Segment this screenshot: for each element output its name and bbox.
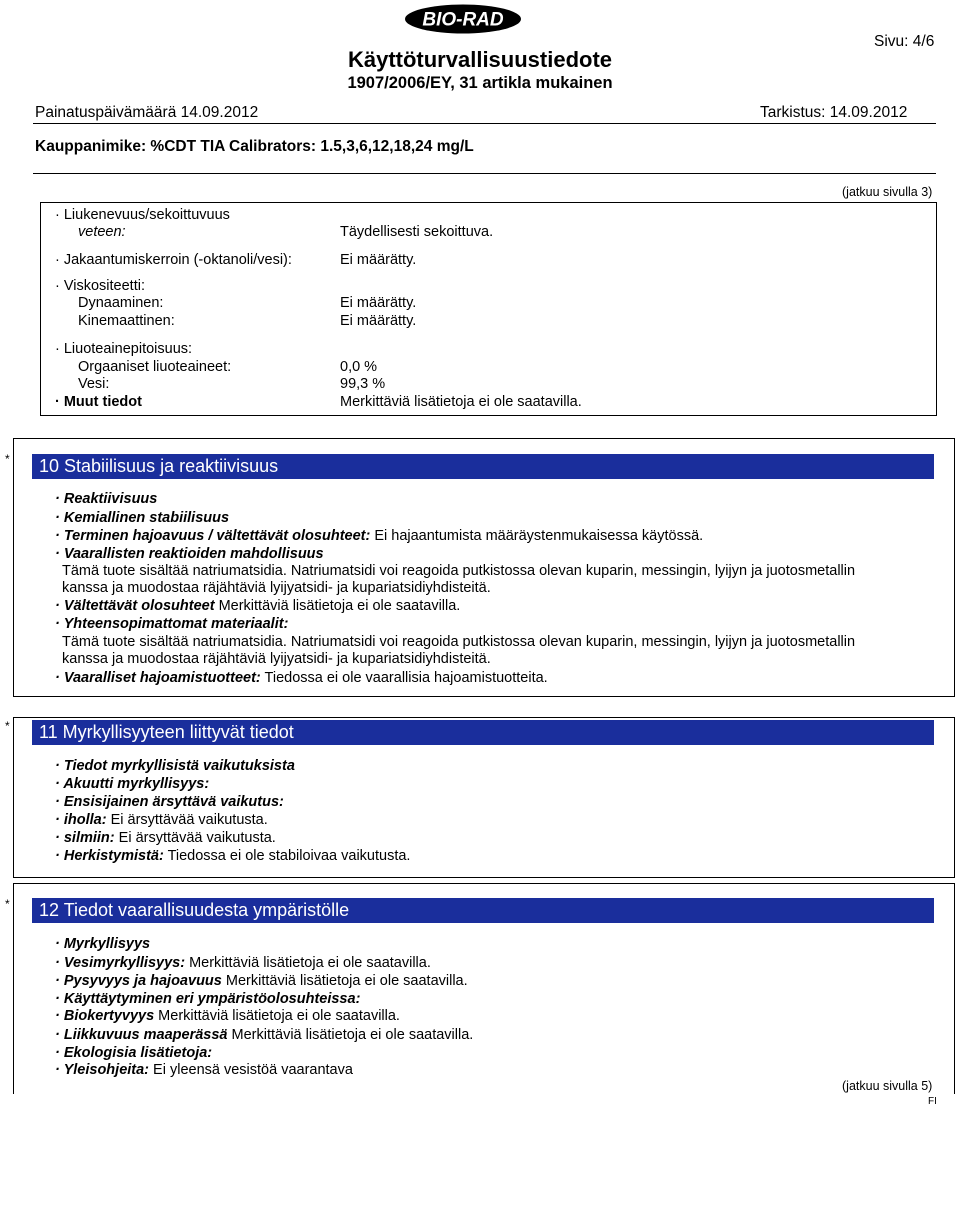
- persistence-line: [55, 973, 468, 989]
- kinematic-value: Ei määrätty.: [340, 313, 417, 329]
- decomposition-products-line: [55, 670, 548, 686]
- behaviour-label: · Käyttäytyminen eri ympäristöolosuhteissa:: [55, 991, 361, 1007]
- section-12-title: [32, 898, 934, 923]
- stability-label: · Kemiallinen stabiilisuus: [55, 510, 230, 526]
- hazardous-reactions-line-2: kanssa ja muodostaa räjähtäviä lyijyatsidi- ja kupariatsidiyhdisteitä.: [62, 580, 491, 596]
- dynamic-value: Ei määrätty.: [340, 295, 417, 311]
- water2-value: 99,3 %: [340, 376, 386, 392]
- hazardous-reactions-label: · Vaarallisten reaktioiden mahdollisuus: [55, 546, 324, 562]
- mobility-label: · Liikkuvuus maaperässä: [55, 1027, 228, 1043]
- trade-name: Kauppanimike: %CDT TIA Calibrators: 1.5,3,6,12,18,24 mg/L: [35, 138, 474, 155]
- bioaccumulation-line: [55, 1008, 400, 1024]
- toxicity-label: · Myrkyllisyys: [55, 936, 151, 952]
- aquatic-value: Merkittäviä lisätietoja ei ole saatavilla.: [189, 955, 431, 971]
- print-date: Painatuspäivämäärä 14.09.2012: [35, 104, 259, 121]
- avoid-line: [55, 598, 460, 614]
- partition-label: · Jakaantumiskerroin (-oktanoli/vesi):: [55, 252, 292, 268]
- bio-rad-logo: [404, 4, 522, 34]
- header-divider: [33, 123, 936, 124]
- irritant-effect-label: · Ensisijainen ärsyttävä vaikutus:: [55, 794, 284, 810]
- other-value: Merkittäviä lisätietoja ei ole saatavilla.: [340, 394, 582, 410]
- section-11-title-text: 11 Myrkyllisyyteen liittyvät tiedot: [39, 722, 294, 742]
- section-12-title-text: 12 Tiedot vaarallisuudesta ympäristölle: [39, 900, 350, 920]
- skin-value: Ei ärsyttävää vaikutusta.: [110, 812, 268, 828]
- general-value: Ei yleensä vesistöä vaarantava: [153, 1062, 353, 1078]
- sensitisation-line: [55, 848, 410, 864]
- dynamic-label: Dynaaminen:: [78, 295, 164, 311]
- change-marker: *: [5, 719, 10, 733]
- page-number: Sivu: 4/6: [874, 33, 935, 50]
- incompatible-label: · Yhteensopimattomat materiaalit:: [55, 616, 289, 632]
- logo-text: BIO-RAD: [422, 9, 504, 31]
- trade-divider: [33, 173, 936, 174]
- ecological-info-label: · Ekologisia lisätietoja:: [55, 1045, 213, 1061]
- solvent-label: · Liuoteainepitoisuus:: [55, 341, 193, 357]
- change-marker: *: [5, 897, 10, 911]
- aquatic-label: · Vesimyrkyllisyys:: [55, 955, 186, 971]
- decomposition-value: Ei hajaantumista määräystenmukaisessa käytössä.: [374, 528, 704, 544]
- sensitisation-value: Tiedossa ei ole stabiloivaa vaikutusta.: [167, 848, 411, 864]
- decomposition-products-label: · Vaaralliset hajoamistuotteet:: [55, 670, 261, 686]
- kinematic-label: Kinemaattinen:: [78, 313, 175, 329]
- general-line: [55, 1062, 353, 1078]
- hazardous-reactions-line-1: Tämä tuote sisältää natriumatsidia. Natriumatsidi voi reagoida putkistossa olevan kuparin, messingin, lyijyn ja juotosmetallin: [62, 563, 856, 579]
- viscosity-label: · Viskositeetti:: [55, 278, 145, 294]
- document-subtitle: 1907/2006/EY, 31 artikla mukainen: [347, 74, 613, 92]
- bioaccumulation-value: Merkittäviä lisätietoja ei ole saatavilla.: [158, 1008, 400, 1024]
- water-value: Täydellisesti sekoittuva.: [340, 224, 494, 240]
- decomposition-line: [55, 528, 703, 544]
- eye-label: · silmiin:: [55, 830, 115, 846]
- skin-label: · iholla:: [55, 812, 107, 828]
- reactivity-label: · Reaktiivisuus: [55, 491, 158, 507]
- eye-line: [55, 830, 276, 846]
- continued-to: (jatkuu sivulla 5): [842, 1079, 933, 1093]
- mobility-value: Merkittäviä lisätietoja ei ole saatavilla.: [231, 1027, 474, 1043]
- continued-from: (jatkuu sivulla 3): [842, 185, 933, 199]
- organic-label: Orgaaniset liuoteaineet:: [78, 359, 232, 375]
- decomposition-products-value: Tiedossa ei ole vaarallisia hajoamistuotteita.: [264, 670, 548, 686]
- water2-label: Vesi:: [78, 376, 110, 392]
- persistence-value: Merkittäviä lisätietoja ei ole saatavilla.: [225, 973, 468, 989]
- water-label: veteen:: [78, 224, 126, 240]
- persistence-label: · Pysyvyys ja hajoavuus: [55, 973, 222, 989]
- partition-value: Ei määrätty.: [340, 252, 417, 268]
- language-code: FI: [928, 1096, 937, 1107]
- section-11-title: [32, 720, 934, 745]
- other-label: · Muut tiedot: [55, 394, 142, 410]
- decomposition-label: · Terminen hajoavuus / vältettävät olosuhteet:: [55, 528, 371, 544]
- avoid-label: · Vältettävät olosuhteet: [55, 598, 215, 614]
- revision-date: Tarkistus: 14.09.2012: [760, 104, 908, 121]
- general-label: · Yleisohjeita:: [55, 1062, 150, 1078]
- incompatible-line-2: kanssa ja muodostaa räjähtäviä lyijyatsidi- ja kupariatsidiyhdisteitä.: [62, 651, 491, 667]
- mobility-line: [55, 1027, 473, 1043]
- incompatible-line-1: Tämä tuote sisältää natriumatsidia. Natriumatsidi voi reagoida putkistossa olevan kuparin, messingin, lyijyn ja juotosmetallin: [62, 634, 856, 650]
- avoid-value: Merkittäviä lisätietoja ei ole saatavilla.: [218, 598, 461, 614]
- aquatic-line: [55, 955, 431, 971]
- eye-value: Ei ärsyttävää vaikutusta.: [118, 830, 276, 846]
- change-marker: *: [5, 452, 10, 466]
- section-10-title: [32, 454, 934, 479]
- acute-toxicity-label: · Akuutti myrkyllisyys:: [55, 776, 210, 792]
- organic-value: 0,0 %: [340, 359, 378, 375]
- bioaccumulation-label: · Biokertyvyys: [55, 1008, 155, 1024]
- document-title: Käyttöturvallisuustiedote: [347, 47, 613, 72]
- section-10-title-text: 10 Stabiilisuus ja reaktiivisuus: [39, 456, 279, 476]
- toxicology-info-label: · Tiedot myrkyllisistä vaikutuksista: [55, 758, 295, 774]
- skin-line: [55, 812, 268, 828]
- sensitisation-label: · Herkistymistä:: [55, 848, 164, 864]
- solubility-label: · Liukenevuus/sekoittuvuus: [55, 207, 230, 223]
